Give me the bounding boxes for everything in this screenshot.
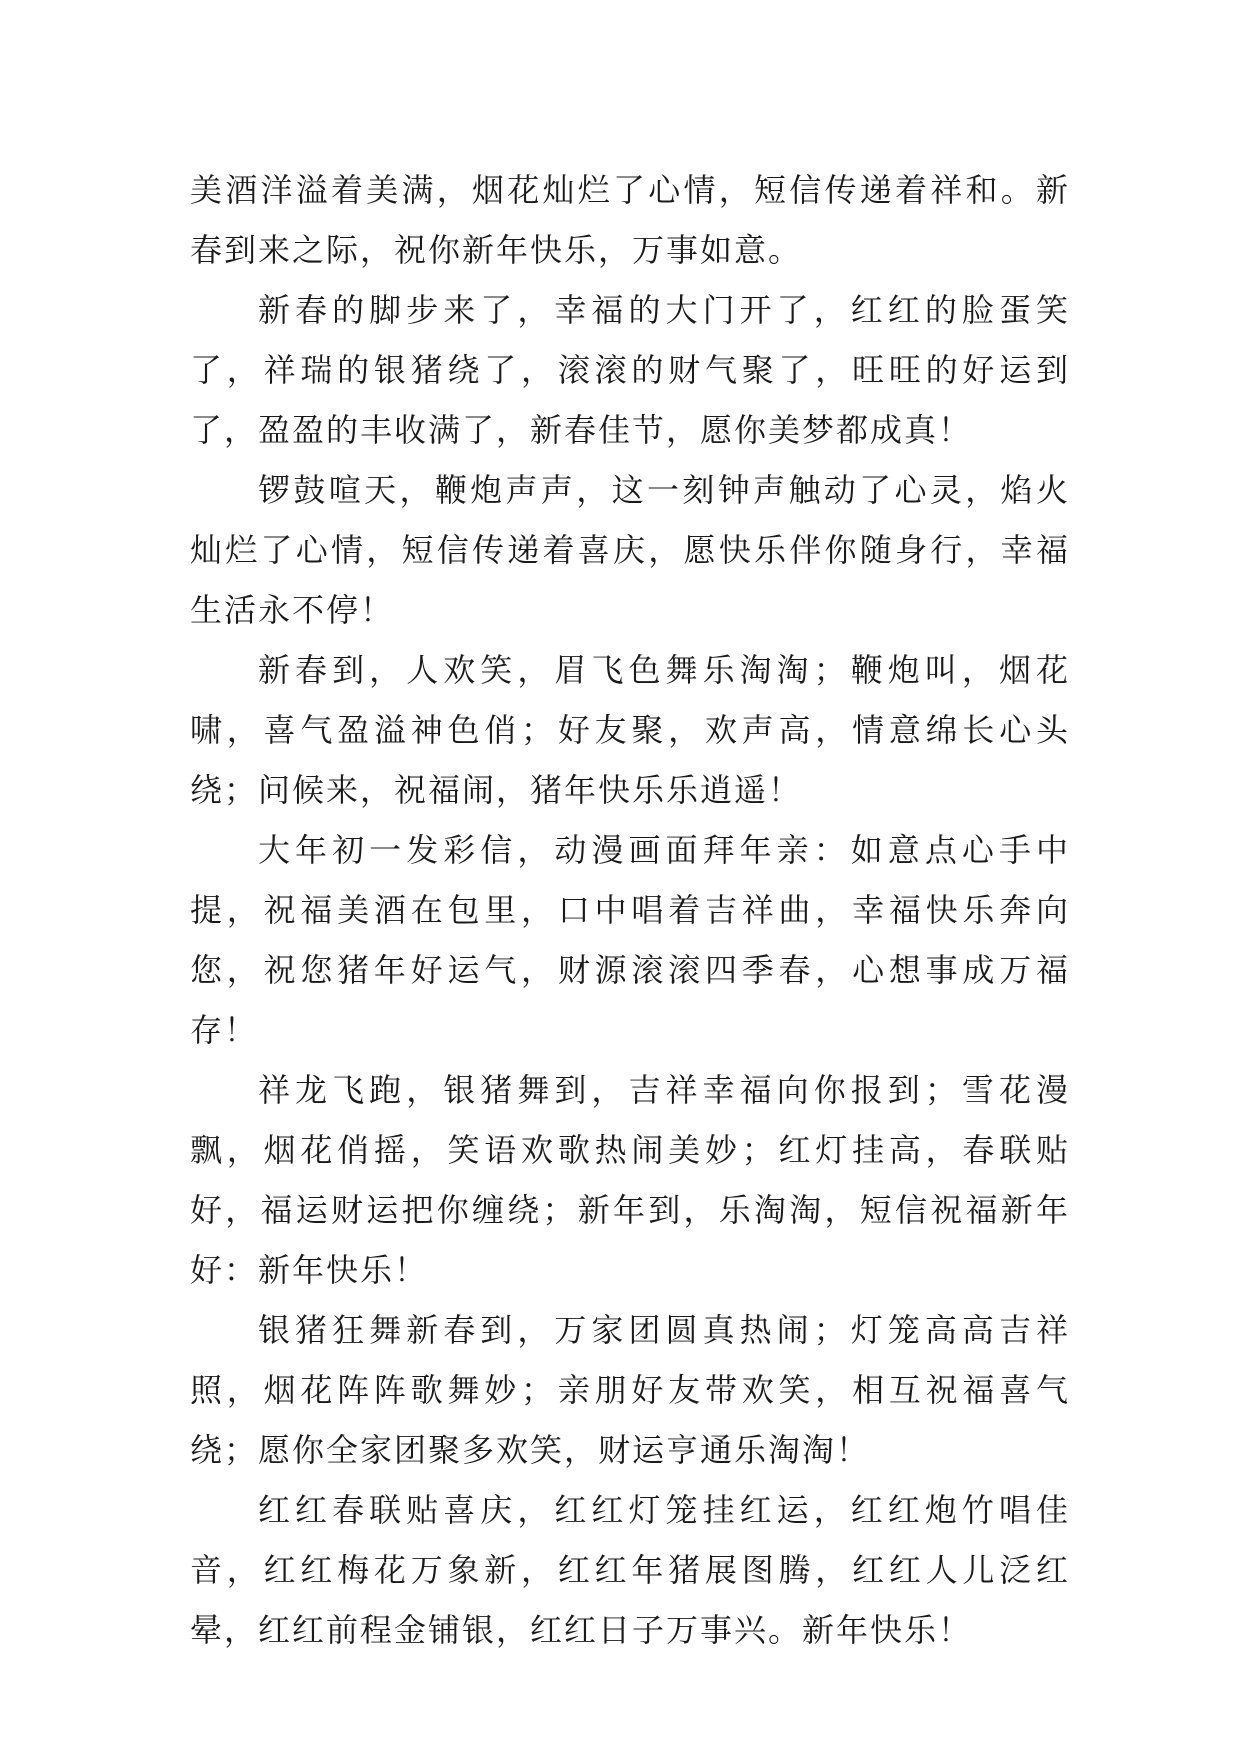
paragraph-1: 美酒洋溢着美满，烟花灿烂了心情，短信传递着祥和。新春到来之际，祝你新年快乐，万事如意。 [190, 171, 1070, 269]
paragraph-5: 大年初一发彩信，动漫画面拜年亲：如意点心手中提，祝福美酒在包里，口中唱着吉祥曲，幸福快乐奔向您，祝您猪年好运气，财源滚滚四季春，心想事成万福存！ [190, 831, 1070, 1049]
document-body [190, 160, 1070, 1660]
paragraph-6: 祥龙飞跑，银猪舞到，吉祥幸福向你报到；雪花漫飘，烟花俏摇，笑语欢歌热闹美妙；红灯挂高，春联贴好，福运财运把你缠绕；新年到，乐淘淘，短信祝福新年好：新年快乐！ [190, 1071, 1070, 1289]
paragraph-3: 锣鼓喧天，鞭炮声声，这一刻钟声触动了心灵，焰火灿烂了心情，短信传递着喜庆，愿快乐伴你随身行，幸福生活永不停！ [190, 471, 1070, 629]
paragraph-8: 红红春联贴喜庆，红红灯笼挂红运，红红炮竹唱佳音，红红梅花万象新，红红年猪展图腾，红红人儿泛红晕，红红前程金铺银，红红日子万事兴。新年快乐！ [190, 1491, 1070, 1649]
paragraph-7: 银猪狂舞新春到，万家团圆真热闹；灯笼高高吉祥照，烟花阵阵歌舞妙；亲朋好友带欢笑，相互祝福喜气绕；愿你全家团聚多欢笑，财运亨通乐淘淘！ [190, 1311, 1070, 1469]
paragraph-2: 新春的脚步来了，幸福的大门开了，红红的脸蛋笑了，祥瑞的银猪绕了，滚滚的财气聚了，旺旺的好运到了，盈盈的丰收满了，新春佳节，愿你美梦都成真！ [190, 291, 1070, 449]
paragraph-4: 新春到，人欢笑，眉飞色舞乐淘淘；鞭炮叫，烟花啸，喜气盈溢神色俏；好友聚，欢声高，情意绵长心头绕；问候来，祝福闹，猪年快乐乐逍遥！ [190, 651, 1070, 809]
